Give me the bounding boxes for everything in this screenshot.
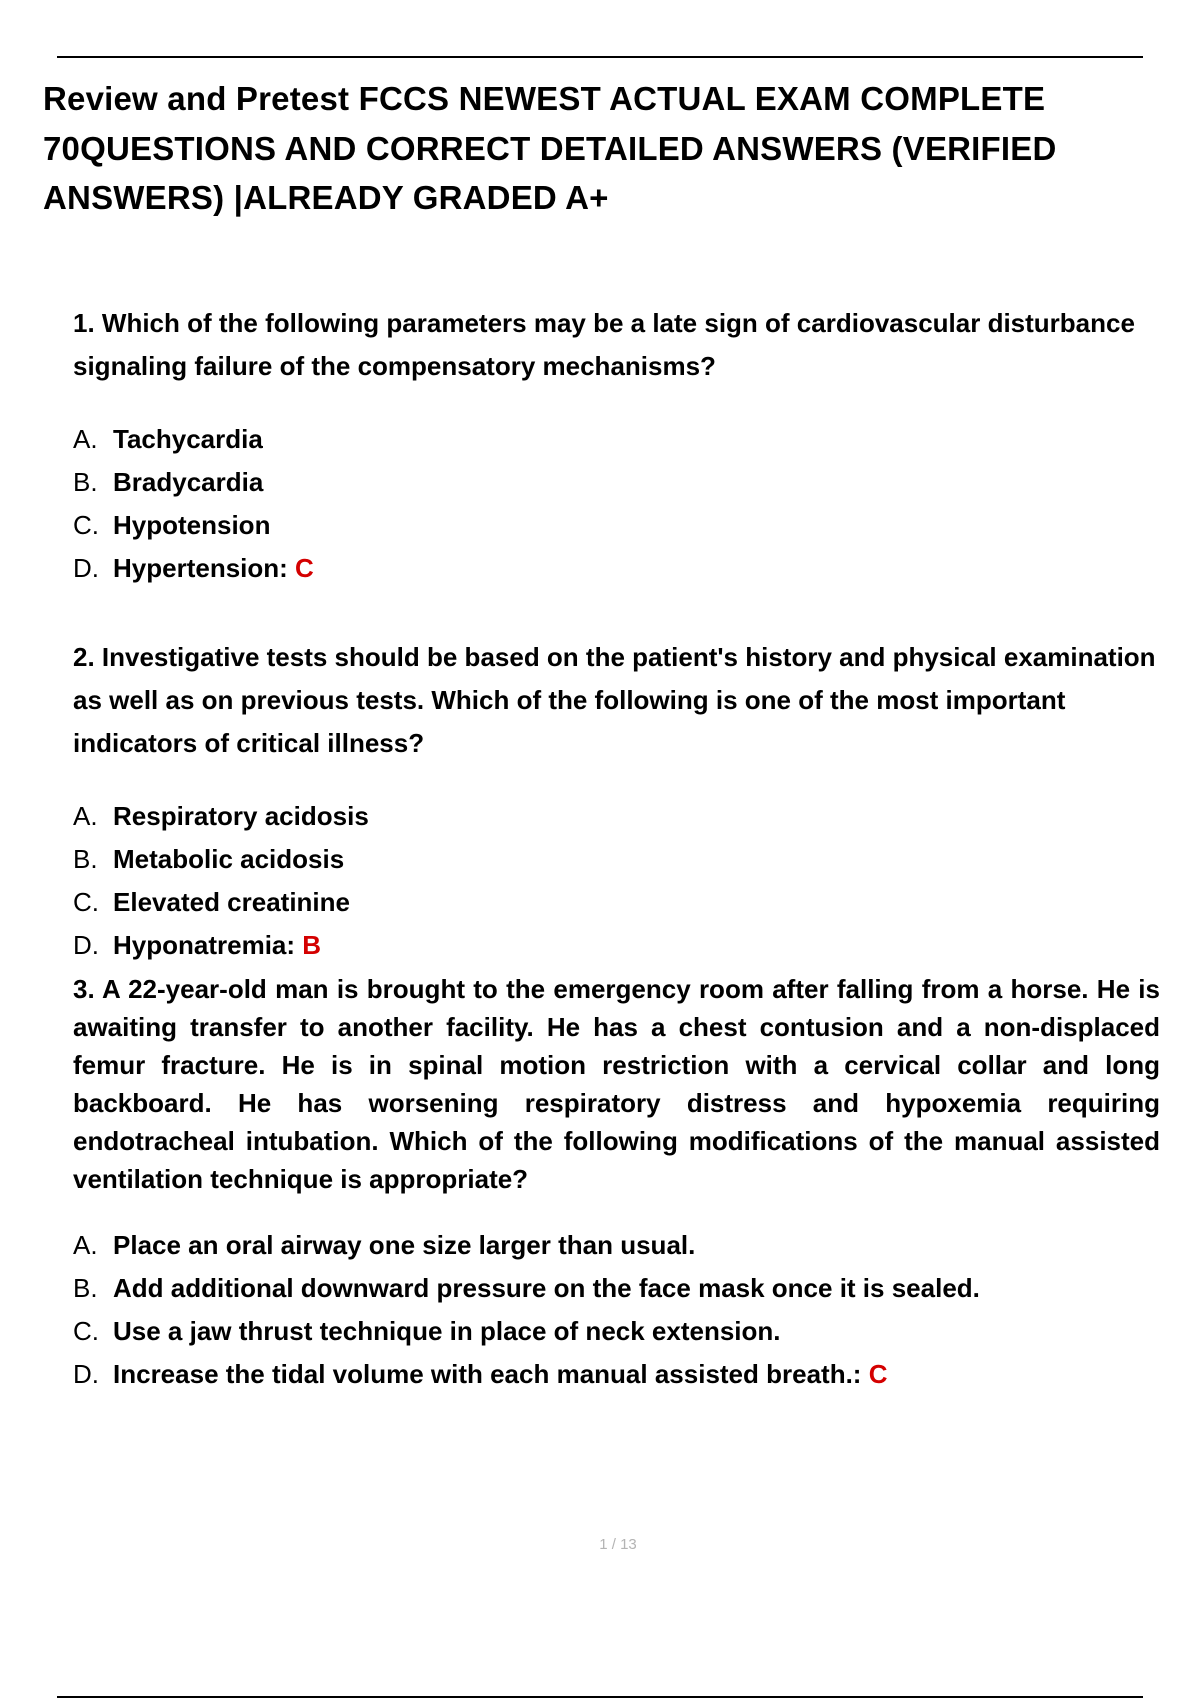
page-indicator: 1 / 13 bbox=[599, 1536, 637, 1553]
question-text: 2. Investigative tests should be based on the patient's history and physical examination as well as on previous tests. Which of the following is one of the most important indicators of critical illness? bbox=[73, 642, 1156, 758]
option-letter: C. bbox=[73, 510, 99, 540]
option-d bbox=[73, 1353, 1160, 1396]
answer-key: C bbox=[868, 1359, 888, 1389]
option-letter: D. bbox=[73, 1359, 99, 1389]
option-text: Increase the tidal volume with each manual assisted breath.: bbox=[113, 1359, 862, 1389]
option-text: Metabolic acidosis bbox=[113, 844, 345, 874]
option-b bbox=[73, 838, 1160, 881]
option-letter: D. bbox=[73, 930, 99, 960]
option-letter: B. bbox=[73, 1273, 98, 1303]
question-text: 3. A 22-year-old man is brought to the emergency room after falling from a horse. He is awaiting transfer to another facility. He has a chest contusion and a non-displaced femur fracture. He is in spinal motion restriction with a cervical collar and long backboard. He has worsening respiratory distress and hypoxemia requiring endotracheal intubation. Which of the following modifications of the manual assisted ventilation technique is appropriate? bbox=[73, 974, 1160, 1194]
option-letter: A. bbox=[73, 1230, 98, 1260]
option-b bbox=[73, 1267, 1160, 1310]
top-divider bbox=[57, 56, 1143, 58]
option-text: Bradycardia bbox=[113, 467, 264, 497]
option-list bbox=[73, 1224, 1160, 1396]
option-c bbox=[73, 881, 1160, 924]
option-letter: D. bbox=[73, 553, 99, 583]
option-letter: A. bbox=[73, 801, 98, 831]
option-text: Respiratory acidosis bbox=[113, 801, 369, 831]
option-d bbox=[73, 547, 1160, 590]
option-text: Hypertension: bbox=[113, 553, 288, 583]
question-3 bbox=[73, 970, 1160, 1396]
option-c bbox=[73, 1310, 1160, 1353]
option-a bbox=[73, 1224, 1160, 1267]
document-title: Review and Pretest FCCS NEWEST ACTUAL EXAM COMPLETE 70QUESTIONS AND CORRECT DETAILED ANSWERS (VERIFIED ANSWERS) |ALREADY GRADED A+ bbox=[43, 80, 1057, 216]
answer-key: B bbox=[302, 930, 322, 960]
option-text: Use a jaw thrust technique in place of neck extension. bbox=[113, 1316, 781, 1346]
option-letter: A. bbox=[73, 424, 98, 454]
option-letter: B. bbox=[73, 467, 98, 497]
bottom-divider bbox=[57, 1696, 1143, 1698]
option-text: Tachycardia bbox=[113, 424, 263, 454]
option-d bbox=[73, 924, 1160, 967]
option-list bbox=[73, 418, 1160, 590]
question-2 bbox=[73, 636, 1160, 967]
answer-key: C bbox=[295, 553, 314, 583]
option-text: Hypotension bbox=[113, 510, 271, 540]
question-text: 1. Which of the following parameters may be a late sign of cardiovascular disturbance signaling failure of the compensatory mechanisms? bbox=[73, 308, 1135, 381]
question-1 bbox=[73, 302, 1160, 590]
option-list bbox=[73, 795, 1160, 967]
option-letter: B. bbox=[73, 844, 98, 874]
option-c bbox=[73, 504, 1160, 547]
option-text: Add additional downward pressure on the face mask once it is sealed. bbox=[113, 1273, 980, 1303]
option-a bbox=[73, 418, 1160, 461]
option-b bbox=[73, 461, 1160, 504]
option-letter: C. bbox=[73, 1316, 99, 1346]
option-letter: C. bbox=[73, 887, 99, 917]
option-a bbox=[73, 795, 1160, 838]
option-text: Elevated creatinine bbox=[113, 887, 350, 917]
option-text: Hyponatremia: bbox=[113, 930, 296, 960]
option-text: Place an oral airway one size larger than usual. bbox=[113, 1230, 696, 1260]
